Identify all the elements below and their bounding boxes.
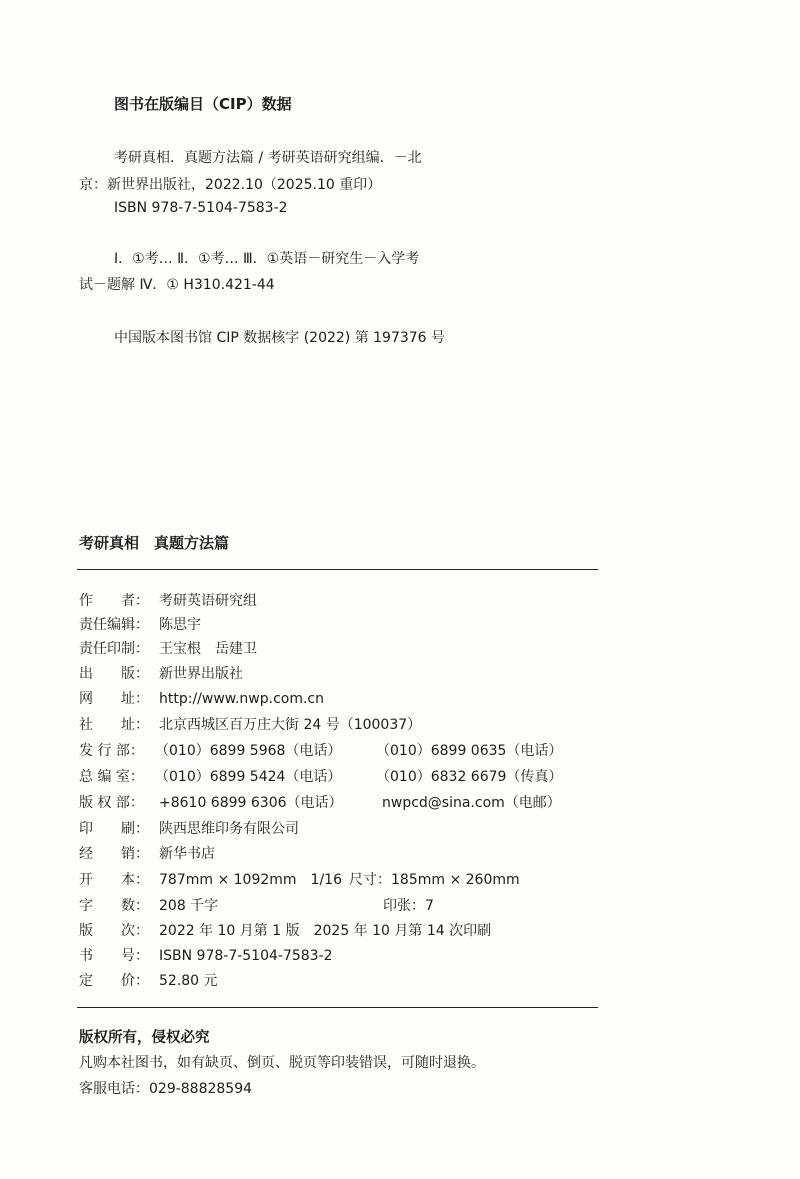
label-price: 定 价： bbox=[79, 973, 149, 989]
label-editor: 责任编辑： bbox=[79, 617, 149, 633]
row-copyright-dept bbox=[79, 792, 599, 814]
row-word-count bbox=[79, 895, 599, 917]
cip-line-2: 京：新世界出版社，2022.10（2025.10 重印） bbox=[79, 177, 382, 193]
value-chief-editor-phone: （010）6899 5424（电话） bbox=[155, 769, 342, 785]
cip-classification-1: Ⅰ．①考… Ⅱ．①考… Ⅲ．①英语－研究生－入学考 bbox=[114, 251, 420, 267]
return-policy: 凡购本社图书，如有缺页、倒页、脱页等印装错误，可随时退换。 bbox=[79, 1055, 485, 1071]
cip-isbn: ISBN 978-7-5104-7583-2 bbox=[114, 200, 288, 216]
cip-record-number: 中国版本图书馆 CIP 数据核字 (2022) 第 197376 号 bbox=[114, 330, 446, 346]
label-seller: 经 销： bbox=[79, 846, 149, 862]
value-seller: 新华书店 bbox=[159, 846, 215, 862]
cip-heading: 图书在版编目（CIP）数据 bbox=[114, 95, 292, 113]
value-printer: 陕西思维印务有限公司 bbox=[159, 821, 299, 837]
row-printer bbox=[79, 818, 599, 840]
row-publisher bbox=[79, 663, 599, 685]
value-copyright-phone: +8610 6899 6306（电话） bbox=[159, 795, 343, 811]
label-distribution: 发 行 部： bbox=[79, 743, 144, 759]
value-publisher: 新世界出版社 bbox=[159, 666, 243, 682]
row-address bbox=[79, 714, 599, 736]
value-author: 考研英语研究组 bbox=[159, 593, 257, 609]
row-edition bbox=[79, 920, 599, 942]
row-isbn bbox=[79, 945, 599, 967]
value-print-sheets: 印张：7 bbox=[383, 898, 434, 914]
value-word-count: 208 千字 bbox=[159, 898, 219, 914]
value-chief-editor-fax: （010）6832 6679（传真） bbox=[376, 769, 563, 785]
customer-service-phone: 客服电话：029-88828594 bbox=[79, 1081, 253, 1097]
value-website: http://www.nwp.com.cn bbox=[159, 691, 324, 707]
label-website: 网 址： bbox=[79, 691, 149, 707]
row-website bbox=[79, 688, 599, 710]
value-format: 787mm × 1092mm 1/16 bbox=[159, 872, 342, 888]
value-distribution-phone-2: （010）6899 0635（电话） bbox=[376, 743, 563, 759]
row-distribution bbox=[79, 740, 599, 762]
label-publisher: 出 版： bbox=[79, 666, 149, 682]
top-divider bbox=[77, 569, 598, 570]
value-price: 52.80 元 bbox=[159, 973, 218, 989]
copyright-notice: 版权所有，侵权必究 bbox=[79, 1030, 210, 1046]
value-isbn: ISBN 978-7-5104-7583-2 bbox=[159, 948, 333, 964]
label-printer: 印 刷： bbox=[79, 821, 149, 837]
row-editor bbox=[79, 614, 599, 636]
bottom-divider bbox=[77, 1007, 598, 1008]
row-chief-editor-office bbox=[79, 766, 599, 788]
value-distribution-phone: （010）6899 5968（电话） bbox=[155, 743, 342, 759]
row-print-manager bbox=[79, 638, 599, 660]
label-format: 开 本： bbox=[79, 872, 149, 888]
row-author bbox=[79, 590, 599, 612]
value-editor: 陈思宇 bbox=[159, 617, 201, 633]
label-address: 社 址： bbox=[79, 717, 149, 733]
cip-line-1: 考研真相．真题方法篇 / 考研英语研究组编．－北 bbox=[114, 150, 422, 166]
value-size: 尺寸：185mm × 260mm bbox=[349, 872, 520, 888]
value-address: 北京西城区百万庄大街 24 号（100037） bbox=[159, 717, 422, 733]
row-price bbox=[79, 970, 599, 992]
value-edition: 2022 年 10 月第 1 版 2025 年 10 月第 14 次印刷 bbox=[159, 923, 492, 939]
value-print-manager: 王宝根 岳建卫 bbox=[159, 641, 257, 657]
label-edition: 版 次： bbox=[79, 923, 149, 939]
row-format bbox=[79, 869, 599, 891]
value-copyright-email: nwpcd@sina.com（电邮） bbox=[382, 795, 561, 811]
cip-classification-2: 试－题解 Ⅳ．① H310.421-44 bbox=[79, 277, 275, 293]
label-chief-editor-office: 总 编 室： bbox=[79, 769, 144, 785]
label-word-count: 字 数： bbox=[79, 898, 149, 914]
label-author: 作 者： bbox=[79, 593, 149, 609]
label-copyright-dept: 版 权 部： bbox=[79, 795, 144, 811]
label-isbn: 书 号： bbox=[79, 948, 149, 964]
row-seller bbox=[79, 843, 599, 865]
label-print-manager: 责任印制： bbox=[79, 641, 149, 657]
book-title: 考研真相 真题方法篇 bbox=[79, 534, 230, 552]
